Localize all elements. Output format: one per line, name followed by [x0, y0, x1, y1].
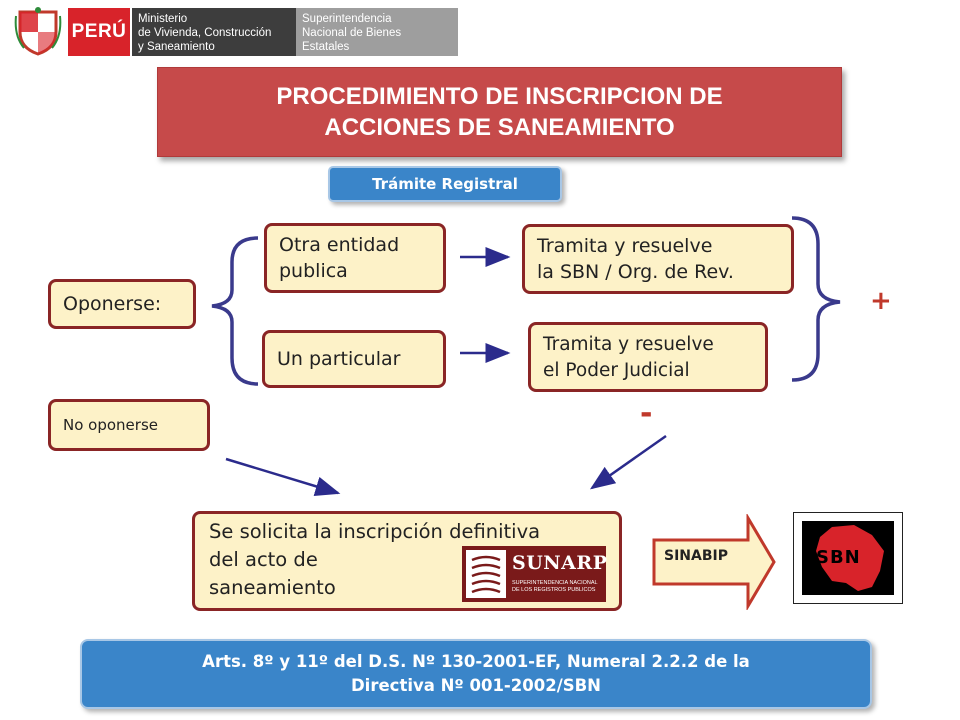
- legal-reference-footer: Arts. 8º y 11º del D.S. Nº 130-2001-EF, Numeral 2.2.2 de la Directiva Nº 001-2002/SBN: [80, 639, 872, 709]
- sunarp-name: SUNARP: [512, 552, 608, 574]
- otra-entidad-box: Otra entidad publica: [264, 223, 446, 293]
- solicita-inscripcion-box: Se solicita la inscripción definitiva del acto de saneamiento: [192, 511, 622, 611]
- arrow-no-oponerse-to-solicita: [226, 459, 338, 493]
- oponerse-box: Oponerse:: [48, 279, 196, 329]
- plus-sign: +: [870, 286, 892, 316]
- header-banner: [0, 0, 460, 62]
- tramite-registral-badge: Trámite Registral: [328, 166, 562, 202]
- coat-of-arms-icon: [14, 6, 62, 56]
- country-label: PERÚ: [68, 8, 130, 56]
- sunarp-logo: [462, 546, 606, 602]
- page-title: PROCEDIMIENTO DE INSCRIPCION DE ACCIONES DE SANEAMIENTO: [157, 67, 842, 157]
- tramita-poder-judicial-box: Tramita y resuelve el Poder Judicial: [528, 322, 768, 392]
- particular-box: Un particular: [262, 330, 446, 388]
- sbn-logo-text: SBN: [816, 547, 861, 568]
- sunarp-subtitle: SUPERINTENDENCIA NACIONAL DE LOS REGISTROS PUBLICOS: [512, 580, 598, 593]
- arrow-minus-to-solicita: [592, 436, 666, 488]
- sunarp-emblem-icon: [466, 550, 506, 598]
- tramita-sbn-box: Tramita y resuelve la SBN / Org. de Rev.: [522, 224, 794, 294]
- minus-sign: -: [640, 396, 653, 431]
- agency-label: Superintendencia Nacional de Bienes Estatales: [296, 8, 458, 56]
- no-oponerse-box: No oponerse: [48, 399, 210, 451]
- left-brace: [212, 238, 258, 384]
- sbn-logo: [793, 512, 903, 604]
- right-brace: [792, 218, 840, 380]
- sinabip-label: SINABIP: [664, 548, 728, 564]
- ministry-label: Ministerio de Vivienda, Construcción y Saneamiento: [132, 8, 296, 56]
